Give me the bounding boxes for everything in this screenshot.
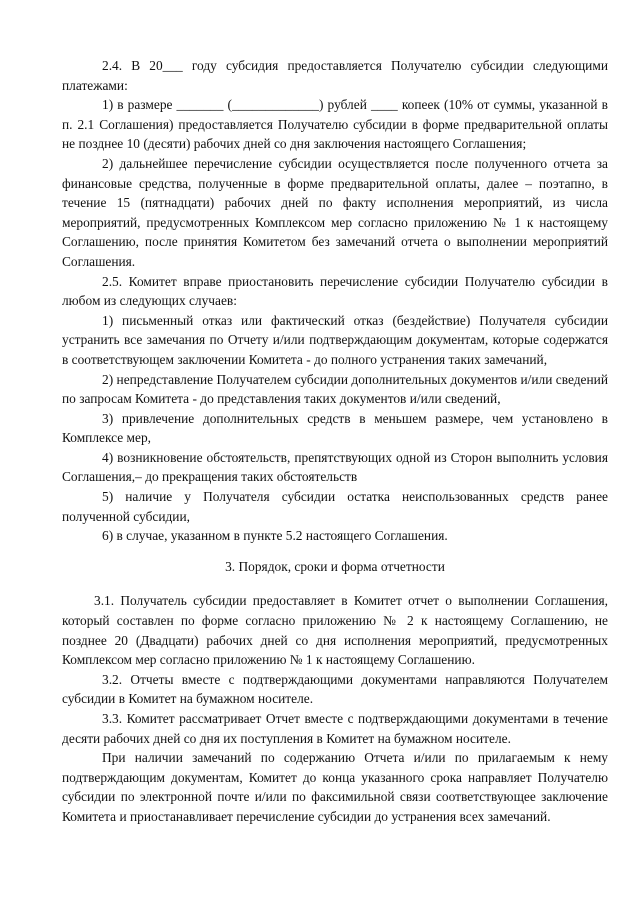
- paragraph-2-5-item-2: 2) непредставление Получателем субсидии дополнительных документов и/или сведений по запросам Комитета - до представления таких документов и/или сведений,: [62, 371, 608, 407]
- document-page: [62, 56, 608, 827]
- paragraph-2-4: 2.4. В 20___ году субсидия предоставляется Получателю субсидии следующими платежами:: [62, 58, 608, 93]
- paragraph-2-4-item-1: 1) в размере _______ (_____________) рублей ____ копеек (10% от суммы, указанной в п. 2.1 Соглашения) предоставляется Получателю субсидии в форме предварительной оплаты не позднее 10 (десяти) рабочих дней со дня заключения настоящего Соглашения;: [62, 97, 608, 152]
- paragraph-2-5-item-4: 4) возникновение обстоятельств, препятствующих одной из Сторон выполнить условия Соглашения,– до прекращения таких обстоятельств: [62, 449, 608, 485]
- paragraph-3-1: 3.1. Получатель субсидии предоставляет в Комитет отчет о выполнении Соглашения, который составлен по форме согласно приложению № 2 к настоящему Соглашению, не позднее 20 (Двадцати) рабочих дней со дня исполнения мероприятий, предусмотренных Комплексом мер согласно приложению № 1 к настоящему Соглашению.: [62, 593, 608, 668]
- paragraph-2-5: 2.5. Комитет вправе приостановить перечисление субсидии Получателю субсидии в любом из следующих случаев:: [62, 273, 608, 309]
- paragraph-3-3: 3.3. Комитет рассматривает Отчет вместе с подтверждающими документами в течение десяти рабочих дней со дня их поступления в Комитет на бумажном носителе.: [62, 711, 608, 746]
- paragraph-2-5-item-3: 3) привлечение дополнительных средств в меньшем размере, чем установлено в Комплексе мер,: [62, 410, 608, 446]
- section-3-heading: 3. Порядок, сроки и форма отчетности: [225, 558, 445, 574]
- paragraph-2-4-item-2: 2) дальнейшее перечисление субсидии осуществляется после полученного отчета за финансовые средства, полученные в форме предварительной оплаты, далее – поэтапно, в течение 15 (пятнадцати) рабочих дней по факту исполнения мероприятий, из числа мероприятий, предусмотренных Комплексом мер согласно приложению № 1 к настоящему Соглашению, после принятия Комитетом без замечаний отчета о выполнении мероприятий Соглашения.: [62, 155, 608, 269]
- paragraph-3-3-remarks: При наличии замечаний по содержанию Отчета и/или по прилагаемым к нему подтверждающим документам, Комитет до конца указанного срока направляет Получателю субсидии по электронной почте и/или по факсимильной связи соответствующее заключение Комитета и приостанавливает перечисление субсидии до устранения всех замечаний.: [62, 750, 608, 824]
- paragraph-3-2: 3.2. Отчеты вместе с подтверждающими документами направляются Получателем субсидии в Комитет на бумажном носителе.: [62, 671, 608, 707]
- paragraph-2-5-item-6: 6) в случае, указанном в пункте 5.2 настоящего Соглашения.: [102, 528, 448, 544]
- paragraph-2-5-item-1: 1) письменный отказ или фактический отказ (бездействие) Получателя субсидии устранить все замечания по Отчету и/или подтверждающим документам, которые содержатся в соответствующем заключении Комитета - до полного устранения таких замечаний,: [62, 312, 608, 367]
- paragraph-2-5-item-5: 5) наличие у Получателя субсидии остатка неиспользованных средств ранее полученной субсидии,: [62, 489, 608, 524]
